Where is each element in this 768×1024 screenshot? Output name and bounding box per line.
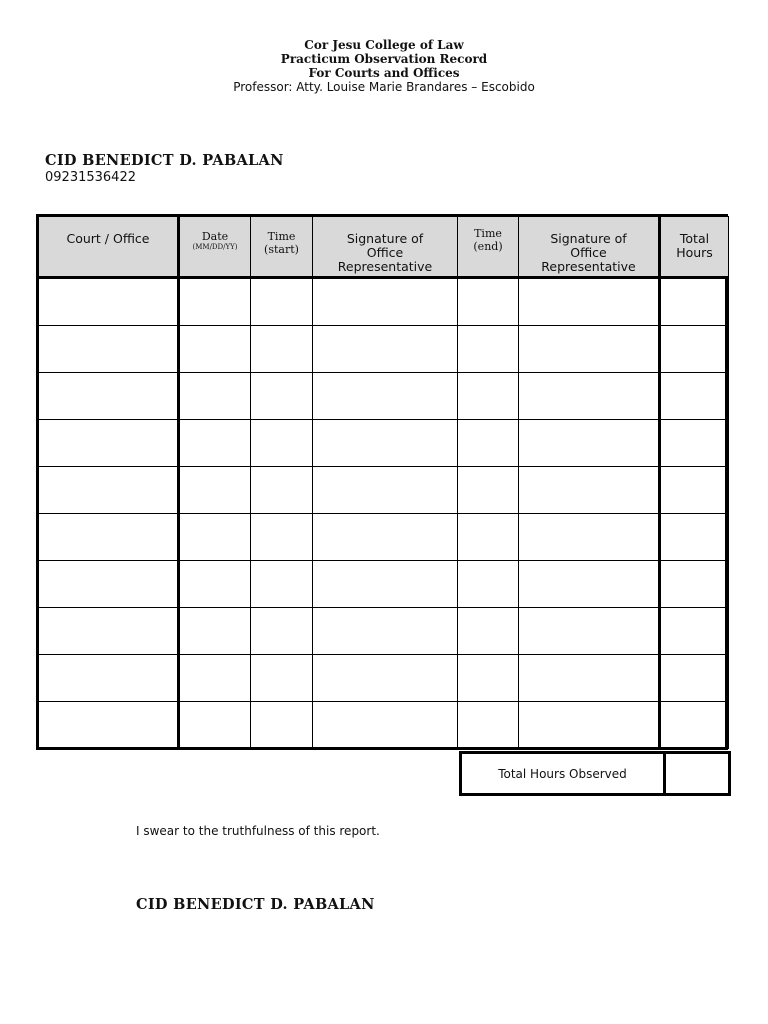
table-row xyxy=(39,561,729,608)
record-scope: For Courts and Offices xyxy=(308,66,460,80)
signature-a-cell[interactable] xyxy=(313,514,458,561)
signature-b-cell[interactable] xyxy=(519,467,660,514)
signature-b-cell[interactable] xyxy=(519,420,660,467)
signature-b-cell[interactable] xyxy=(519,373,660,420)
time-end-cell[interactable] xyxy=(458,655,519,702)
court-office-cell[interactable] xyxy=(39,467,179,514)
time-end-cell[interactable] xyxy=(458,561,519,608)
date-cell[interactable] xyxy=(179,608,251,655)
table-row xyxy=(39,326,729,373)
signature-a-cell[interactable] xyxy=(313,655,458,702)
court-office-cell[interactable] xyxy=(39,702,179,749)
student-phone: 09231536422 xyxy=(45,170,136,185)
col-signature-a-line1: Signature of xyxy=(346,231,424,246)
total-hours-field[interactable] xyxy=(666,754,728,793)
date-cell[interactable] xyxy=(179,420,251,467)
col-time-start-label: Time xyxy=(267,230,296,243)
table-header xyxy=(39,217,729,278)
time-start-cell[interactable] xyxy=(251,514,313,561)
time-end-cell[interactable] xyxy=(458,420,519,467)
col-date xyxy=(179,217,251,278)
total-hours-cell[interactable] xyxy=(660,373,729,420)
time-start-cell[interactable] xyxy=(251,608,313,655)
col-total-hours xyxy=(660,217,729,278)
total-hours-cell[interactable] xyxy=(660,278,729,326)
time-start-cell[interactable] xyxy=(251,561,313,608)
school-name: Cor Jesu College of Law xyxy=(304,38,464,52)
signature-a-cell[interactable] xyxy=(313,420,458,467)
date-cell[interactable] xyxy=(179,373,251,420)
time-end-cell[interactable] xyxy=(458,278,519,326)
col-time-end-sub: (end) xyxy=(473,240,503,253)
col-signature-a xyxy=(313,217,458,278)
col-total-hours-line2: Hours xyxy=(676,245,713,260)
table-row xyxy=(39,420,729,467)
col-signature-b-line3: Representative xyxy=(541,259,636,274)
time-end-cell[interactable] xyxy=(458,514,519,561)
signature-a-cell[interactable] xyxy=(313,326,458,373)
time-end-cell[interactable] xyxy=(458,326,519,373)
total-hours-box xyxy=(459,751,731,796)
signature-b-cell[interactable] xyxy=(519,326,660,373)
professor-line: Professor: Atty. Louise Marie Brandares – Escobido xyxy=(233,80,535,94)
date-cell[interactable] xyxy=(179,467,251,514)
signature-name: CID BENEDICT D. PABALAN xyxy=(136,896,375,913)
signature-b-cell[interactable] xyxy=(519,561,660,608)
signature-a-cell[interactable] xyxy=(313,278,458,326)
court-office-cell[interactable] xyxy=(39,420,179,467)
time-start-cell[interactable] xyxy=(251,702,313,749)
court-office-cell[interactable] xyxy=(39,561,179,608)
signature-b-cell[interactable] xyxy=(519,278,660,326)
total-hours-cell[interactable] xyxy=(660,608,729,655)
document-header xyxy=(0,38,768,95)
date-cell[interactable] xyxy=(179,514,251,561)
col-time-end xyxy=(458,217,519,278)
col-signature-a-line2: Office xyxy=(366,245,404,260)
court-office-cell[interactable] xyxy=(39,373,179,420)
col-signature-a-line3: Representative xyxy=(337,259,433,274)
table-row xyxy=(39,467,729,514)
date-cell[interactable] xyxy=(179,278,251,326)
time-start-cell[interactable] xyxy=(251,467,313,514)
time-start-cell[interactable] xyxy=(251,655,313,702)
total-hours-cell[interactable] xyxy=(660,467,729,514)
total-hours-cell[interactable] xyxy=(660,655,729,702)
student-name: CID BENEDICT D. PABALAN xyxy=(45,152,284,169)
signature-a-cell[interactable] xyxy=(313,373,458,420)
court-office-cell[interactable] xyxy=(39,655,179,702)
signature-b-cell[interactable] xyxy=(519,514,660,561)
court-office-cell[interactable] xyxy=(39,278,179,326)
total-hours-cell[interactable] xyxy=(660,326,729,373)
col-time-start xyxy=(251,217,313,278)
time-start-cell[interactable] xyxy=(251,278,313,326)
table-body xyxy=(39,278,729,749)
date-cell[interactable] xyxy=(179,702,251,749)
col-court-office-label: Court / Office xyxy=(66,231,150,246)
signature-b-cell[interactable] xyxy=(519,608,660,655)
signature-a-cell[interactable] xyxy=(313,467,458,514)
col-time-start-sub: (start) xyxy=(264,243,299,256)
col-signature-b-line2: Office xyxy=(570,245,607,260)
date-cell[interactable] xyxy=(179,561,251,608)
court-office-cell[interactable] xyxy=(39,514,179,561)
total-hours-cell[interactable] xyxy=(660,420,729,467)
signature-a-cell[interactable] xyxy=(313,561,458,608)
time-end-cell[interactable] xyxy=(458,373,519,420)
time-start-cell[interactable] xyxy=(251,373,313,420)
signature-a-cell[interactable] xyxy=(313,608,458,655)
record-title: Practicum Observation Record xyxy=(280,52,488,66)
table-row xyxy=(39,655,729,702)
col-date-label: Date xyxy=(201,230,229,243)
date-cell[interactable] xyxy=(179,326,251,373)
col-signature-b-line1: Signature of xyxy=(550,231,627,246)
table-row xyxy=(39,278,729,326)
table-row xyxy=(39,608,729,655)
date-cell[interactable] xyxy=(179,655,251,702)
time-end-cell[interactable] xyxy=(458,702,519,749)
col-total-hours-line1: Total xyxy=(679,231,710,246)
table-row xyxy=(39,514,729,561)
time-start-cell[interactable] xyxy=(251,326,313,373)
table-row xyxy=(39,373,729,420)
observation-table xyxy=(38,216,729,749)
time-end-cell[interactable] xyxy=(458,608,519,655)
signature-b-cell[interactable] xyxy=(519,702,660,749)
total-hours-cell[interactable] xyxy=(660,514,729,561)
table-row xyxy=(39,702,729,749)
oath-statement: I swear to the truthfulness of this report. xyxy=(136,824,380,838)
time-start-cell[interactable] xyxy=(251,420,313,467)
col-signature-b xyxy=(519,217,660,278)
court-office-cell[interactable] xyxy=(39,326,179,373)
total-hours-cell[interactable] xyxy=(660,561,729,608)
col-court-office xyxy=(39,217,179,278)
court-office-cell[interactable] xyxy=(39,608,179,655)
col-date-format: (MM/DD/YY) xyxy=(192,243,238,251)
time-end-cell[interactable] xyxy=(458,467,519,514)
total-hours-cell[interactable] xyxy=(660,702,729,749)
total-hours-label: Total Hours Observed xyxy=(462,754,666,793)
col-time-end-label: Time xyxy=(474,227,502,240)
signature-a-cell[interactable] xyxy=(313,702,458,749)
signature-b-cell[interactable] xyxy=(519,655,660,702)
